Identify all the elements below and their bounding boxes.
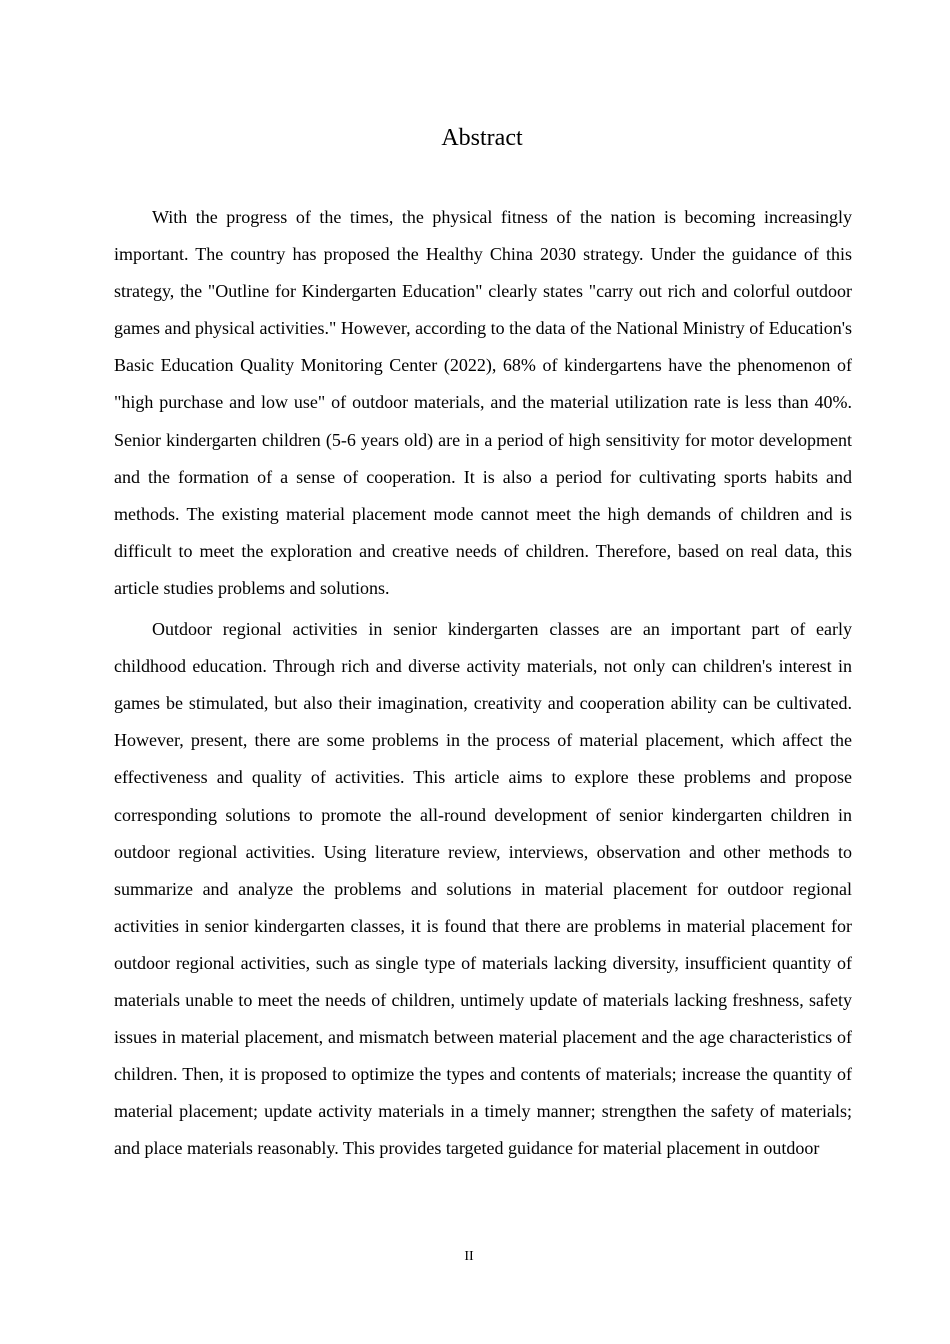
abstract-paragraph-1: With the progress of the times, the physical fitness of the nation is becoming increasingly important. The country has proposed the Healthy China 2030 strategy. Under the guidance of this strategy, the "Outline for Kindergarten Education" clearly states "carry out rich and colorful outdoor games and physical activities." However, according to the data of the National Ministry of Education's Basic Education Quality Monitoring Center (2022), 68% of kindergartens have the phenomenon of "high purchase and low use" of outdoor materials, and the material utilization rate is less than 40%. Senior kindergarten children (5-6 years old) are in a period of high sensitivity for motor development and the formation of a sense of cooperation. It is also a period for cultivating sports habits and methods. The existing material placement mode cannot meet the high demands of children and is difficult to meet the exploration and creative needs of children. Therefore, based on real data, this article studies problems and solutions.	[114, 207, 852, 598]
abstract-title: Abstract	[441, 125, 523, 151]
abstract-paragraph-2: Outdoor regional activities in senior kindergarten classes are an important part of early childhood education. Through rich and diverse activity materials, not only can children's interest in games be stimulated, but also their imagination, creativity and cooperation ability can be cultivated. However, present, there are some problems in the process of material placement, which affect the effectiveness and quality of activities. This article aims to explore these problems and propose corresponding solutions to promote the all-round development of senior kindergarten children in outdoor regional activities. Using literature review, interviews, observation and other methods to summarize and analyze the problems and solutions in material placement for outdoor regional activities in senior kindergarten classes, it is found that there are problems in material placement for outdoor regional activities, such as single type of materials lacking diversity, insufficient quantity of materials unable to meet the needs of children, untimely update of materials lacking freshness, safety issues in material placement, and mismatch between material placement and the age characteristics of children. Then, it is proposed to optimize the types and contents of materials; increase the quantity of material placement; update activity materials in a timely manner; strengthen the safety of materials; and place materials reasonably. This provides targeted guidance for material placement in outdoor	[114, 619, 852, 1159]
abstract-body	[114, 199, 852, 1167]
page-number: II	[464, 1249, 474, 1264]
